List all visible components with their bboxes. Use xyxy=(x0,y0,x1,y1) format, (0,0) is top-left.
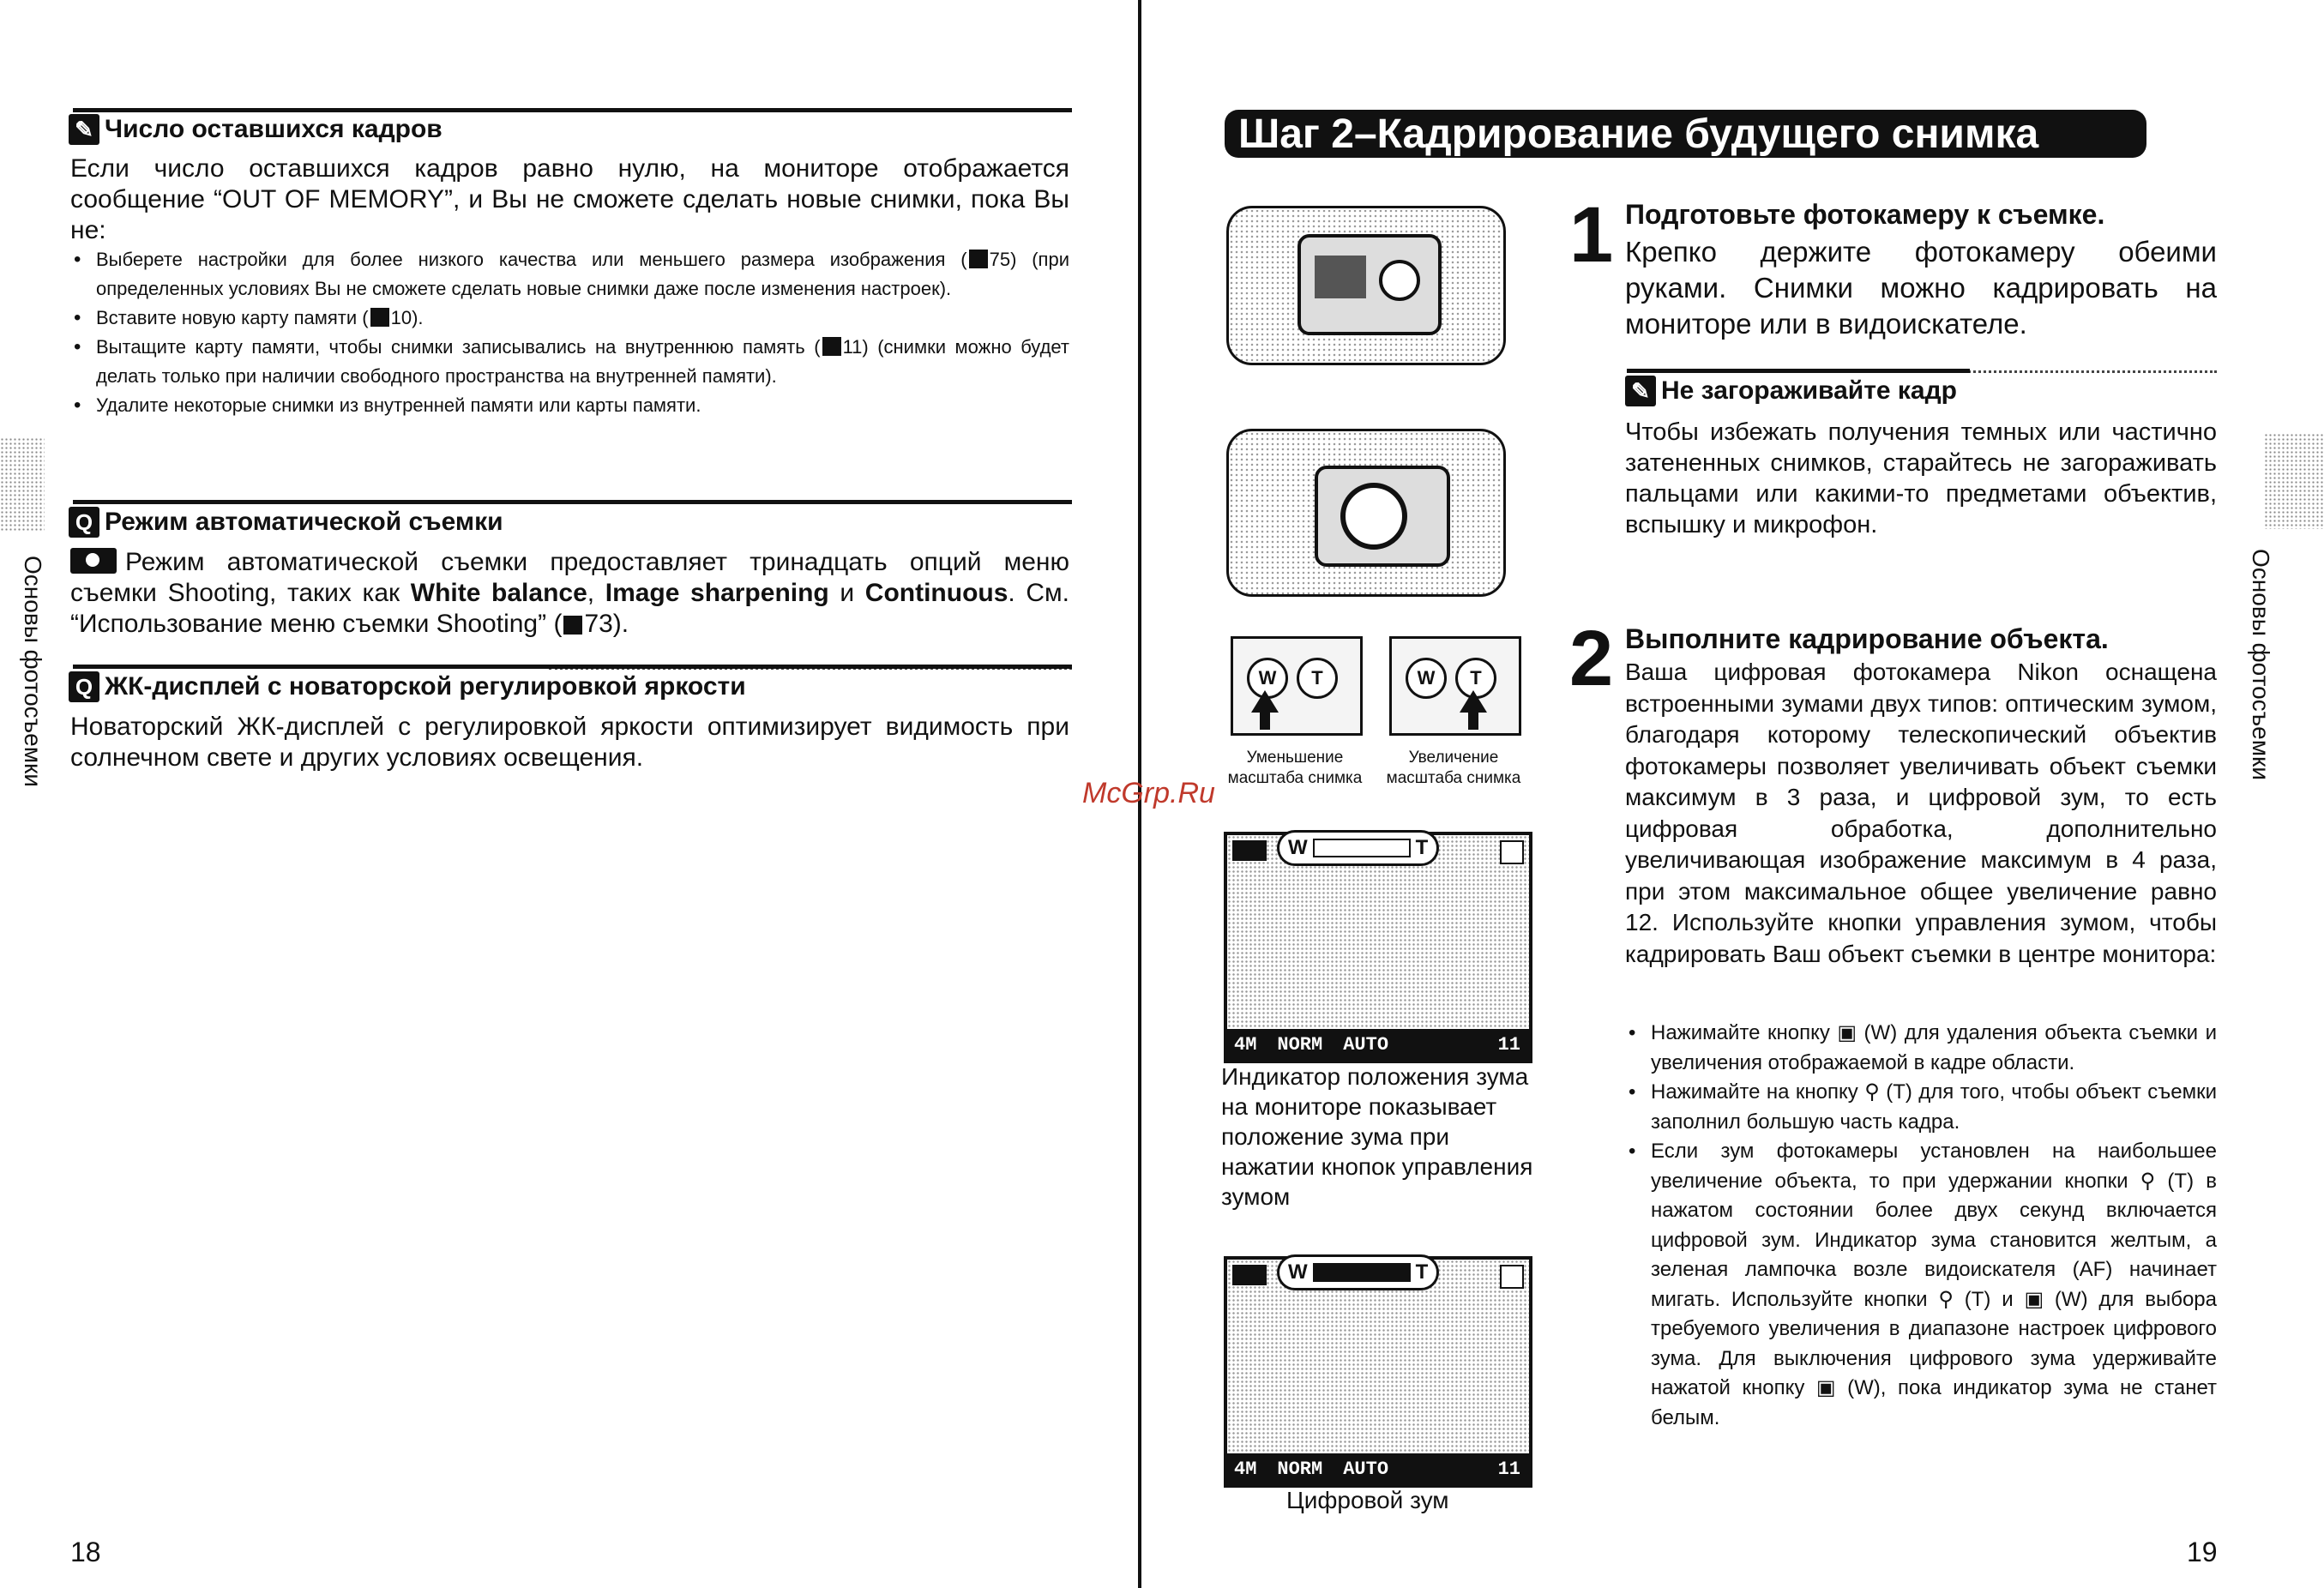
list-item-text: 11) (снимки можно будет делать только при наличии свободного пространства на внутренней памяти). xyxy=(96,336,1069,387)
image-size-value: 4M xyxy=(1234,1033,1257,1056)
pencil-note-icon: ✎ xyxy=(69,114,99,145)
image-size-value: 4M xyxy=(1234,1458,1257,1480)
zoom-in-caption: Увеличение масштаба снимка xyxy=(1386,749,1521,787)
list-item-text: Выберете настройки для более низкого качества или меньшего размера изображения ( xyxy=(96,249,967,270)
text-run: и xyxy=(828,579,865,607)
flash-mode-value: AUTO xyxy=(1343,1458,1389,1480)
text-run-bold: Image sharpening xyxy=(605,579,829,607)
step-title: Выполните кадрирование объекта. xyxy=(1625,623,2109,654)
page-heading-text: Шаг 2–Кадрирование будущего снимка xyxy=(1238,111,2039,157)
step-number: 1 xyxy=(1569,191,1614,279)
list-item xyxy=(70,333,1069,391)
list-item-text: Вытащите карту памяти, чтобы снимки записывались на внутреннюю память ( xyxy=(96,336,821,358)
zoom-screen-caption: Индикатор положения зума на мониторе показывает положение зума при нажатии кнопок управления зумом xyxy=(1221,1063,1533,1210)
step-number: 2 xyxy=(1569,615,1614,702)
watermark: McGrp.Ru xyxy=(1082,777,1215,809)
page-ref-icon xyxy=(969,250,988,268)
text-run-bold: Continuous xyxy=(864,579,1008,607)
section-title-remaining-frames xyxy=(69,114,443,145)
frames-count-value: 11 xyxy=(1497,1033,1520,1056)
monitor-digital-zoom-screen xyxy=(1224,1256,1532,1488)
zoom-w-label: W xyxy=(1288,836,1308,859)
side-tab-right: Основы фотосъемки xyxy=(2248,549,2274,780)
zoom-indicator xyxy=(1277,1254,1439,1290)
magnifier-note-icon: Q xyxy=(69,507,99,538)
remaining-frames-list xyxy=(70,245,1069,420)
press-arrow-stem xyxy=(1468,711,1478,730)
zoom-t-label: T xyxy=(1415,836,1429,859)
list-item xyxy=(70,391,1069,420)
zoom-w-label: W xyxy=(1288,1260,1308,1284)
memory-icon xyxy=(1500,1265,1524,1289)
page-number-right: 19 xyxy=(2187,1537,2218,1567)
section-title-text: ЖК-дисплей с новаторской регулировкой яркости xyxy=(105,672,746,701)
list-item xyxy=(70,245,1069,304)
note-text: Чтобы избежать получения темных или частично затененных снимков, старайтесь не загораживать пальцами или какими-то предметами объектив, вспышку и микрофон. xyxy=(1625,418,2217,538)
monitor-top-bar xyxy=(1227,1260,1529,1290)
section-rule xyxy=(1627,369,1970,373)
flash-mode-value: AUTO xyxy=(1343,1033,1389,1056)
monitor-status-bar xyxy=(1227,1453,1529,1484)
side-tab-pattern xyxy=(2264,433,2324,529)
image-quality-value: NORM xyxy=(1277,1033,1323,1056)
remaining-frames-intro: Если число оставшихся кадров равно нулю, на мониторе отображается сообщение “OUT OF MEMORY”, и Вы не сможете сделать новые снимки, пока Вы не: xyxy=(70,154,1069,244)
page-number-left: 18 xyxy=(70,1537,101,1567)
camera-lens-shape xyxy=(1340,483,1407,550)
camera-mode-icon xyxy=(1232,1265,1267,1285)
page-ref-icon xyxy=(822,337,841,356)
section-rule xyxy=(73,500,1072,504)
monitor-status-bar xyxy=(1227,1029,1529,1060)
section-rule xyxy=(73,665,1072,669)
side-tab-pattern xyxy=(0,437,45,532)
text-run: , xyxy=(587,579,605,607)
section-title-auto-mode xyxy=(69,507,503,538)
zoom-indicator xyxy=(1277,830,1439,866)
list-item: • Нажимайте на кнопку ⚲ (T) для того, чтобы объект съемки заполнил большую часть кадра. xyxy=(1625,1078,2217,1137)
zoom-w-button-icon: W xyxy=(1406,658,1447,699)
zoom-w-button-icon: W xyxy=(1247,658,1288,699)
press-arrow-icon xyxy=(1460,690,1487,713)
list-item-text: 75) (при определенных условиях Вы не сможете сделать новые снимки даже после изменения настроек). xyxy=(96,249,1069,299)
note-title-block xyxy=(1625,376,1957,406)
section-title-text: Число оставшихся кадров xyxy=(105,115,443,143)
section-rule xyxy=(73,108,1072,112)
magnifier-note-icon: Q xyxy=(69,671,99,702)
list-item xyxy=(70,304,1069,333)
text-run: Режим автоматической съемки предоставляет тринадцать опций меню съемки Shooting, таких как xyxy=(70,548,1069,607)
camera-front-illustration xyxy=(1226,429,1506,597)
camera-mode-icon xyxy=(70,548,117,574)
page-ref-icon xyxy=(370,308,389,327)
zoom-t-label: T xyxy=(1415,1260,1429,1284)
list-item-text: 10). xyxy=(390,307,424,328)
camera-dial-shape xyxy=(1379,260,1420,301)
text-run: 73). xyxy=(584,610,629,638)
pencil-note-icon: ✎ xyxy=(1625,376,1656,406)
list-item: • Если зум фотокамеры установлен на наибольшее увеличение объекта, то при удержании кнопки ⚲ (T) в нажатом состоянии более двух секунд включается цифровой зум. Индикатор зума становится желтым, а зеленая лампочка возле видоискателя (AF) начинает мигать. Используйте кнопки ⚲ (T) и ▣ (W) для выбора требуемого увеличения в диапазоне настроек цифрового зума. Для выключения цифрового зума удерживайте нажатой кнопку ▣ (W), пока индикатор зума не станет белым. xyxy=(1625,1137,2217,1433)
step2-list xyxy=(1625,1019,2217,1433)
page-heading xyxy=(1225,110,2146,158)
frames-count-value: 11 xyxy=(1497,1458,1520,1480)
camera-monitor-shape xyxy=(1315,256,1366,298)
side-tab-left: Основы фотосъемки xyxy=(20,556,46,787)
zoom-bar xyxy=(1313,839,1411,857)
list-item: • Нажимайте кнопку ▣ (W) для удаления объекта съемки и увеличения отображаемой в кадре области. xyxy=(1625,1019,2217,1078)
zoom-out-button-illustration xyxy=(1231,636,1363,736)
note-title-text: Не загораживайте кадр xyxy=(1661,376,1957,405)
image-quality-value: NORM xyxy=(1277,1458,1323,1480)
text-run: . См. “Использование меню съемки Shooting” ( xyxy=(70,579,1070,638)
press-arrow-icon xyxy=(1251,690,1279,713)
monitor-zoom-screen xyxy=(1224,832,1532,1063)
lcd-text: Новаторский ЖК-дисплей с регулировкой яркости оптимизирует видимость при солнечном свете и других условиях освещения. xyxy=(70,713,1069,772)
page-ref-icon xyxy=(563,616,582,635)
camera-mode-icon xyxy=(1232,840,1267,861)
digital-zoom-caption: Цифровой зум xyxy=(1286,1487,1449,1513)
auto-mode-text xyxy=(70,547,1069,640)
step-title: Подготовьте фотокамеру к съемке. xyxy=(1625,199,2105,230)
step-text: Крепко держите фотокамеру обеими руками. Снимки можно кадрировать на мониторе или в видоискателе. xyxy=(1625,236,2217,340)
list-item-text: Удалите некоторые снимки из внутренней памяти или карты памяти. xyxy=(96,394,701,416)
text-run-bold: White balance xyxy=(410,579,587,607)
list-item-text: Вставите новую карту памяти ( xyxy=(96,307,369,328)
camera-back-illustration xyxy=(1226,206,1506,365)
zoom-in-button-illustration xyxy=(1389,636,1521,736)
monitor-top-bar xyxy=(1227,835,1529,866)
press-arrow-stem xyxy=(1260,711,1270,730)
section-title-text: Режим автоматической съемки xyxy=(105,508,503,536)
section-title-lcd xyxy=(69,671,746,702)
step-text: Ваша цифровая фотокамера Nikon оснащена встроенными зумами двух типов: оптическим зумом, благодаря которому телескопический объектив фотокамеры позволяет увеличивать объект съемки максимум в 3 раза, и цифровой зум, то есть цифровая обработка, дополнительно увеличивающая изображение максимум в 4 раза, при этом максимальное общее увеличение равно 12. Используйте кнопки управления зумом, чтобы кадрировать Ваш объект съемки в центре монитора: xyxy=(1625,659,2217,967)
zoom-bar xyxy=(1313,1263,1411,1282)
zoom-t-button-icon: T xyxy=(1455,658,1496,699)
memory-icon xyxy=(1500,840,1524,864)
zoom-out-caption: Уменьшение масштаба снимка xyxy=(1227,749,1363,787)
zoom-t-button-icon: T xyxy=(1297,658,1338,699)
